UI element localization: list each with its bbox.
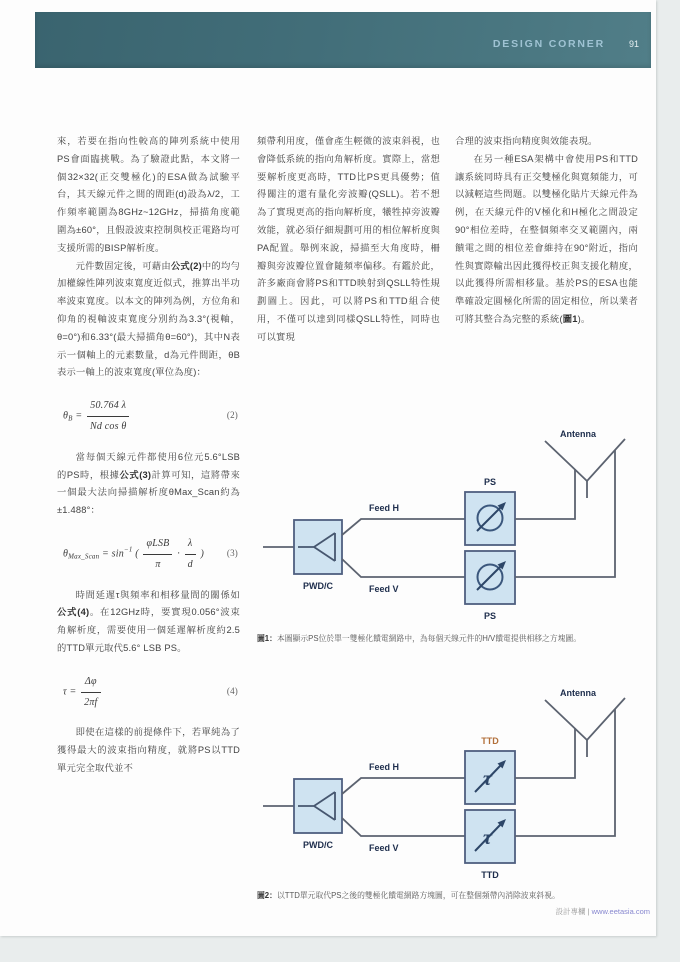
formula-ref: 公式(2) — [170, 260, 202, 271]
paragraph-text: 中的均勻加權線性陣列波束寬度近似式，推算出半功率波束寬度。以本文的陣列為例，方位角和仰角的視軸波束寬度分別約為3.3°(視軸，θ=0°)和6.33°(最大掃描角θ=60°)，其中N表示一個軸上的元素數量，d為元件間距，θB表示一軸上的波束寬度(單位為度)： — [57, 260, 240, 378]
antenna-label: Antenna — [560, 688, 596, 698]
equation-3 — [63, 535, 240, 574]
formula-ref: 公式(4) — [57, 607, 90, 618]
figure-2-caption-text: 以TTD單元取代PS之後的雙極化饋電網路方塊圖，可在整個頻帶內消除波束斜視。 — [276, 891, 560, 900]
equation-2 — [63, 397, 240, 436]
figure-2-caption — [257, 890, 597, 901]
pwdc-label: PWD/C — [303, 840, 333, 850]
output-h-line — [515, 728, 575, 778]
eq3-fraction-1 — [143, 535, 172, 574]
paragraph — [57, 724, 240, 777]
figure-1-caption-text: 本圖顯示PS位於單一雙極化饋電網路中，為每個天線元件的H/V饋電提供相移之方塊圖。 — [276, 634, 582, 643]
paragraph-text: 時間延遲τ與頻率和相移量間的關係如 — [75, 589, 240, 600]
eq2-lhs: θ — [63, 410, 69, 422]
paragraph-text: 元件數固定後，可藉由 — [75, 260, 171, 271]
antenna-icon — [545, 439, 625, 498]
eq4-equals: = — [69, 686, 77, 698]
figure-1-caption-label: 圖1： — [257, 634, 277, 643]
antenna-icon — [545, 698, 625, 757]
figure-ref: 圖1 — [562, 313, 578, 324]
header-banner — [35, 12, 651, 68]
eq3-f2-num: λ — [185, 535, 196, 555]
ps-top-label: PS — [483, 477, 497, 487]
feed-v-label: Feed V — [369, 843, 399, 853]
paragraph-text: 在另一種ESA架構中會使用PS和TTD讓系統同時具有正交雙極化與寬頻能力，可以減輕這些問題。以雙極化貼片天線元件為例，在天線元件的V極化和H極化之間設定90°相位差時，在整個頻率交叉範圍內，兩饋電之間的相位差會維持在90°附近，指向性與實際輸出因此獲得校正與支援化精度，以此獲得所需相移量。基於PS的ESA也能準確設定圓極化所需的固定相位，所以業者可將其整合為完整的系統( — [455, 153, 638, 324]
pwdc-label: PWD/C — [303, 581, 333, 591]
feed-h-label: Feed H — [369, 503, 400, 513]
footer-separator: | — [585, 907, 592, 916]
eq3-f1-num: φLSB — [143, 535, 172, 555]
page-footer — [470, 906, 650, 917]
figure-1-caption — [257, 633, 597, 644]
eq3-operator: = sin — [101, 548, 124, 560]
ttd-bottom-label: TTD — [481, 870, 499, 880]
eq3-paren-left: ( — [135, 548, 139, 560]
text-column-2 — [257, 133, 440, 347]
paragraph — [57, 449, 240, 520]
ps-bottom-label: PS — [483, 611, 497, 621]
figure-1-ps-diagram — [257, 427, 653, 629]
eq2-number: (2) — [226, 410, 238, 421]
eq2-lhs-sub: B — [68, 414, 73, 423]
eq2-equals: = — [75, 410, 83, 422]
feed-v-line — [342, 818, 465, 836]
ttd-top-label: TTD — [481, 736, 499, 746]
eq4-numerator: Δφ — [81, 673, 100, 693]
figure-1-svg — [257, 427, 653, 629]
footer-url-link[interactable]: www.eetasia.com — [591, 907, 650, 916]
output-v-line — [515, 709, 615, 836]
paragraph — [455, 151, 638, 329]
section-title: DESIGN CORNER — [492, 38, 605, 50]
eq3-f2-den: d — [187, 558, 193, 570]
output-h-line — [515, 469, 575, 519]
page-number: 91 — [628, 39, 639, 49]
eq3-exponent: −1 — [123, 545, 133, 554]
eq3-paren-right: ) — [200, 548, 205, 560]
figure-2-ttd-diagram — [257, 686, 653, 888]
text-column-3 — [455, 133, 638, 329]
formula-ref: 公式(3) — [119, 469, 152, 480]
eq3-lhs-sub: Max_Scan — [68, 552, 100, 561]
figure-2-svg — [257, 686, 653, 888]
feed-h-line — [342, 778, 465, 794]
text-column-1 — [57, 133, 240, 778]
paragraph-text: 當每個天線元件都使用6位元5.6°LSB的PS時，根據 — [57, 451, 240, 480]
eq4-denominator: 2πf — [84, 696, 98, 708]
equation-4 — [63, 673, 240, 712]
paragraph — [257, 133, 440, 347]
feed-h-label: Feed H — [369, 762, 400, 772]
tau-symbol: τ — [483, 768, 492, 790]
paragraph-text: )。 — [577, 313, 591, 324]
feed-h-line — [342, 519, 465, 535]
paragraph-text: 合理的波束指向精度與效能表現。 — [455, 136, 598, 146]
eq3-f1-den: π — [155, 558, 161, 570]
paragraph-text: 來，若要在指向性較高的陣列系統中使用PS會面臨挑戰。為了驗證此點，本文將一個32×32(正交雙極化)的ESA做為試驗平台，其天線元件之間的間距(d)設為λ/2，工作頻率範圍為8GHz~12GHz，掃描角度範圍為±60°，且假設波束控制與校正電路均可支援所需的BISP解析度。 — [57, 136, 240, 253]
antenna-label: Antenna — [560, 429, 596, 439]
paragraph — [57, 258, 240, 383]
eq4-lhs: τ — [63, 686, 67, 698]
eq2-denominator: Nd cos θ — [89, 420, 127, 432]
paragraph-text: 。在12GHz時，要實現0.056°波束角解析度，需要使用一個延遲解析度約2.5的TTD單元取代5.6° LSB PS。 — [57, 607, 240, 653]
paragraph — [57, 133, 240, 258]
paragraph-text: 頻帶利用度，僅會產生輕微的波束斜視，也會降低系統的指向角解析度。實際上，當想要解析度更高時，TTD比PS更具優勢；值得關注的還有量化旁波瓣(QSLL)。若不想為了實現更高的指向解析度，犧牲掉旁波瓣效能，就必須仔細規劃可用的相位解析度與PA配置。舉例來說，掃描至大角度時，柵瓣與旁波瓣位置會隨頻率偏移。有鑑於此，許多廠商會將PS和TTD映射到QSLL特性規劃圖上。因此，可以將PS和TTD組合使用，不僅可以達到同樣QSLL特性，同時也可以實現 — [257, 136, 440, 342]
footer-section: 設計專欄 — [555, 907, 586, 916]
output-v-line — [515, 450, 615, 577]
eq3-fraction-2 — [185, 535, 196, 574]
tau-symbol: τ — [483, 827, 492, 849]
eq3-dot: · — [177, 548, 180, 560]
paragraph — [57, 587, 240, 658]
feed-v-label: Feed V — [369, 584, 399, 594]
eq4-number: (4) — [226, 686, 238, 697]
eq2-fraction — [87, 397, 130, 436]
feed-v-line — [342, 559, 465, 577]
paragraph-text: 即使在這樣的前提條件下，若單純為了獲得最大的波束指向精度，就將PS以TTD單元完全取代並不 — [57, 727, 240, 773]
paragraph — [455, 133, 638, 151]
eq2-numerator: 50.764 λ — [87, 397, 130, 417]
figure-2-caption-label: 圖2： — [257, 891, 277, 900]
paragraph-text: 計算可知，這將帶來一個最大法向掃描解析度θMax_Scan約為±1.488°： — [57, 469, 240, 516]
eq4-fraction — [81, 673, 100, 712]
eq3-number: (3) — [226, 548, 238, 559]
eq3-lhs: θ — [63, 548, 69, 560]
